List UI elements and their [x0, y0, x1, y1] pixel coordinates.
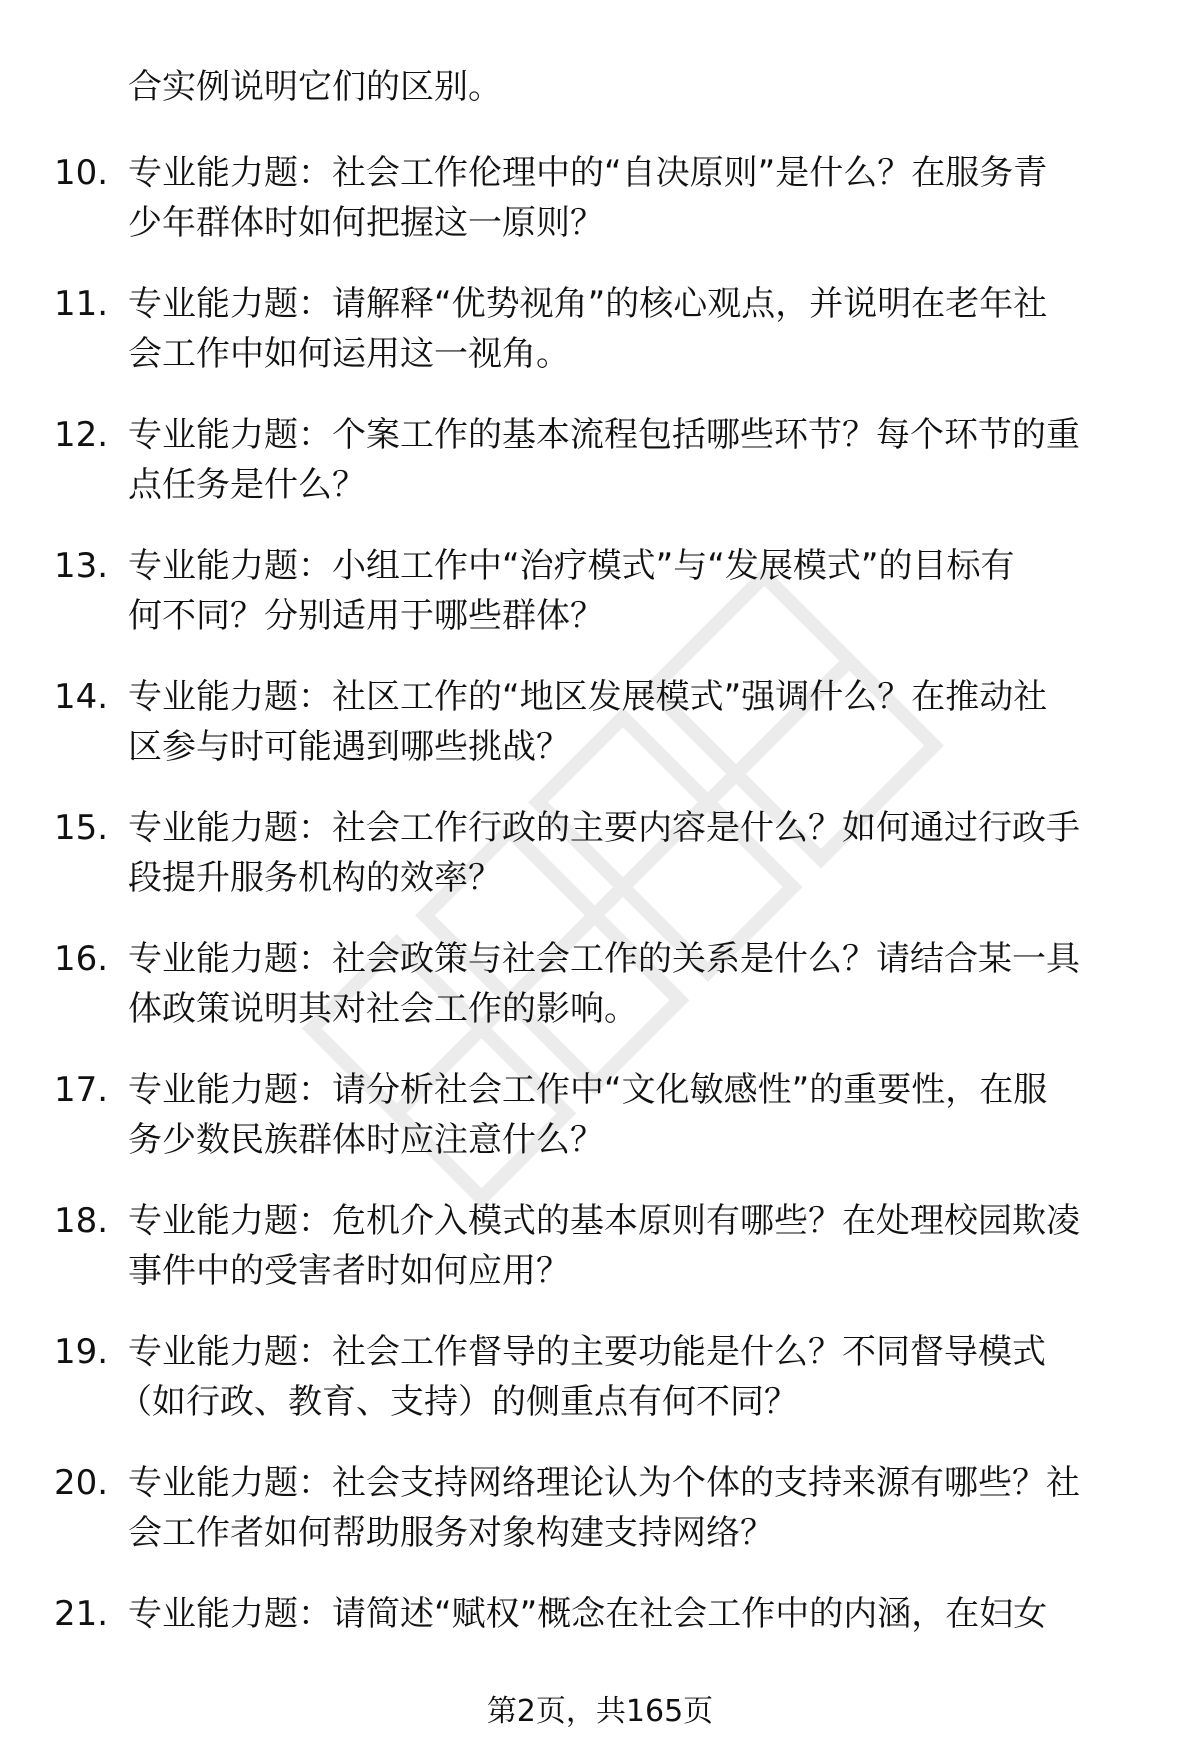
- question-text-line: 专业能力题：社会工作行政的主要内容是什么？如何通过行政手: [128, 808, 1080, 848]
- question-text-line: 专业能力题：社会支持网络理论认为个体的支持来源有哪些？社: [128, 1463, 1080, 1503]
- question-text-line: 体政策说明其对社会工作的影响。: [128, 989, 638, 1029]
- continuation-text: 合实例说明它们的区别。: [128, 67, 502, 107]
- question-item: [0, 803, 1200, 934]
- question-text-line: 专业能力题：危机介入模式的基本原则有哪些？在处理校园欺凌: [128, 1201, 1080, 1241]
- question-text-line: 会工作中如何运用这一视角。: [128, 334, 570, 374]
- question-item: [0, 1065, 1200, 1196]
- question-text-line: 何不同？分别适用于哪些群体？: [128, 596, 604, 636]
- question-item: [0, 1458, 1200, 1589]
- question-text-line: 务少数民族群体时应注意什么？: [128, 1120, 604, 1160]
- question-number: 13.: [54, 546, 109, 586]
- question-text-line: （如行政、教育、支持）的侧重点有何不同？: [118, 1382, 798, 1422]
- question-text-line: 专业能力题：请分析社会工作中“文化敏感性”的重要性，在服: [128, 1070, 1048, 1110]
- page-footer: 第2页，共165页: [486, 1694, 714, 1729]
- question-item: [0, 541, 1200, 672]
- question-number: 14.: [54, 677, 109, 717]
- question-number: 16.: [54, 939, 109, 979]
- question-number: 19.: [54, 1332, 109, 1372]
- question-text-line: 会工作者如何帮助服务对象构建支持网络？: [128, 1513, 774, 1553]
- question-text-line: 专业能力题：小组工作中“治疗模式”与“发展模式”的目标有: [128, 546, 1015, 586]
- question-number: 21.: [54, 1594, 109, 1634]
- question-item: [0, 1196, 1200, 1327]
- question-text-line: 段提升服务机构的效率？: [128, 858, 502, 898]
- question-item: [0, 934, 1200, 1065]
- question-text-line: 点任务是什么？: [128, 465, 366, 505]
- question-number: 12.: [54, 415, 109, 455]
- question-list: [0, 148, 1200, 1720]
- question-item: [0, 1327, 1200, 1458]
- question-text-line: 区参与时可能遇到哪些挑战？: [128, 727, 570, 767]
- question-item: [0, 148, 1200, 279]
- question-number: 17.: [54, 1070, 109, 1110]
- question-text-line: 专业能力题：社会工作伦理中的“自决原则”是什么？在服务青: [128, 153, 1048, 193]
- question-item: [0, 279, 1200, 410]
- question-text-line: 专业能力题：请简述“赋权”概念在社会工作中的内涵，在妇女: [128, 1594, 1048, 1634]
- question-item: [0, 672, 1200, 803]
- question-number: 15.: [54, 808, 109, 848]
- question-text-line: 专业能力题：请解释“优势视角”的核心观点，并说明在老年社: [128, 284, 1048, 324]
- question-number: 18.: [54, 1201, 109, 1241]
- question-text-line: 事件中的受害者时如何应用？: [128, 1251, 570, 1291]
- question-number: 11.: [54, 284, 109, 324]
- question-text-line: 专业能力题：社会工作督导的主要功能是什么？不同督导模式: [128, 1332, 1046, 1372]
- question-number: 10.: [54, 153, 109, 193]
- question-text-line: 专业能力题：社区工作的“地区发展模式”强调什么？在推动社: [128, 677, 1048, 717]
- question-number: 20.: [54, 1463, 109, 1503]
- question-item: [0, 410, 1200, 541]
- question-text-line: 少年群体时如何把握这一原则？: [128, 203, 604, 243]
- question-text-line: 专业能力题：个案工作的基本流程包括哪些环节？每个环节的重: [128, 415, 1080, 455]
- question-text-line: 专业能力题：社会政策与社会工作的关系是什么？请结合某一具: [128, 939, 1080, 979]
